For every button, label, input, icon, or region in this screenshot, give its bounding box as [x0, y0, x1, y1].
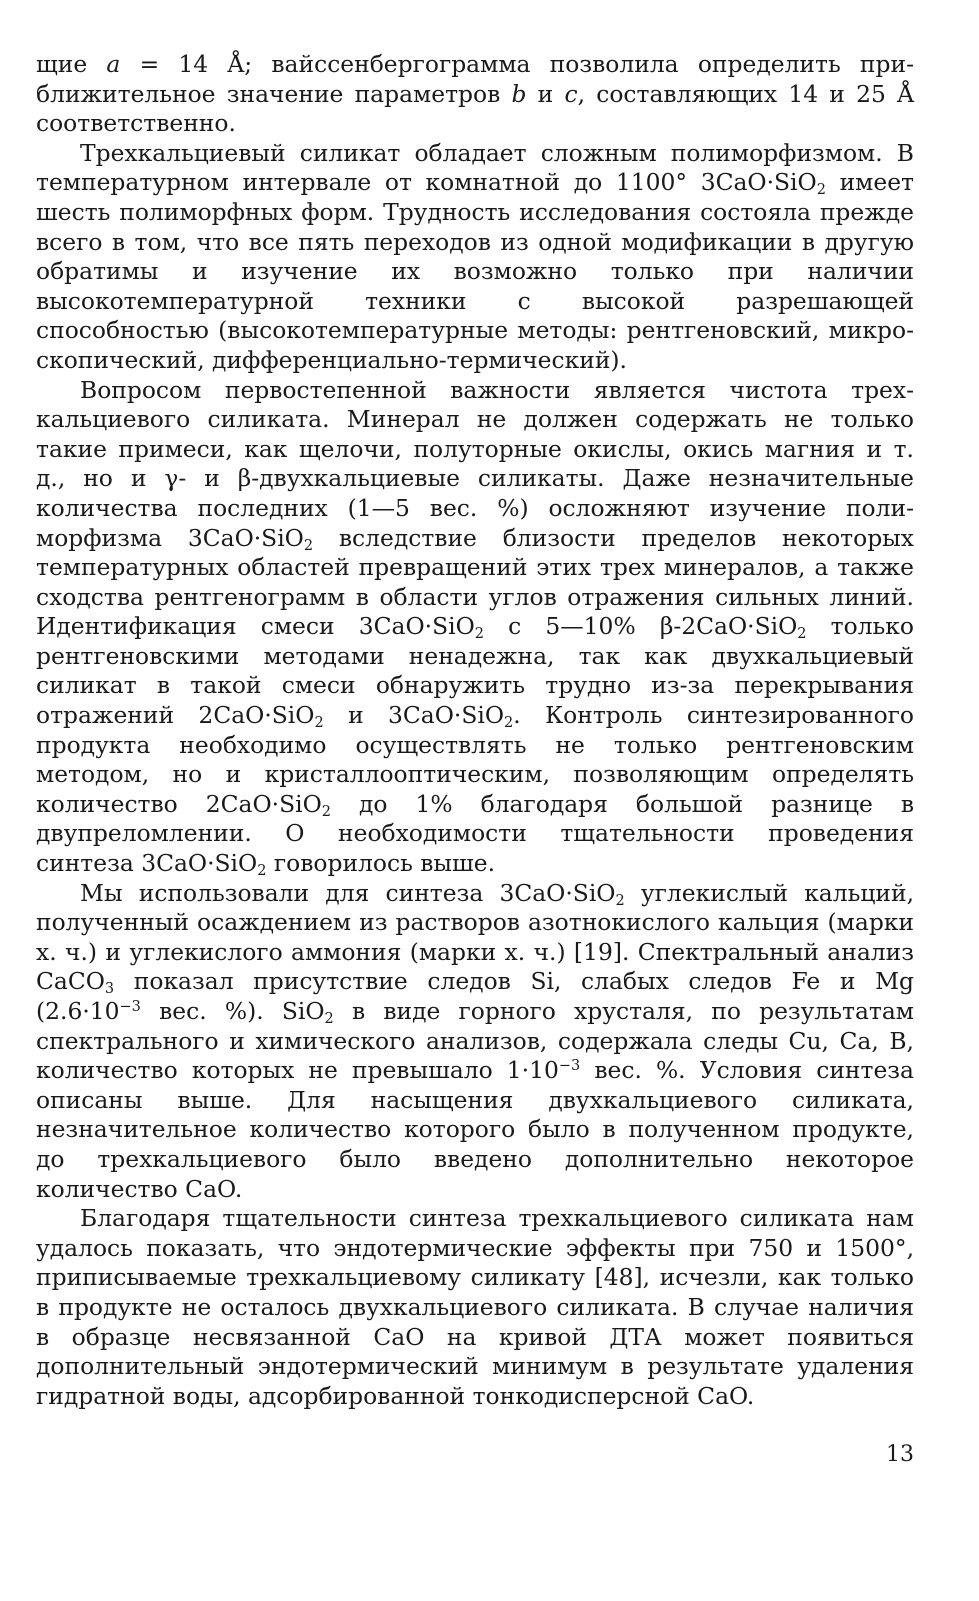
text-run: . Контроль синтезированного продукта необходимо осуществлять не только рентгеновским методом, но и кристаллооптическим, позволяющим определять количество 2CaO·SiO	[36, 701, 914, 818]
text-run: щие	[36, 50, 107, 78]
page-number: 13	[886, 1442, 914, 1467]
text-run: Вопросом первостепенной важности является чистота трехкальциевого силиката. Минерал не должен содержать не только такие примеси, как щелочи, полуторные окислы, окись магния и т. д., но и γ- и β-двухкальциевые силикаты. Даже незначительные количества последних (1—5 вес. %) осложняют изучение полиморфизма 3CaO·SiO	[36, 375, 914, 552]
subscript: 2	[504, 715, 514, 732]
superscript: −3	[558, 1058, 581, 1075]
subscript: 2	[257, 863, 267, 880]
text-run: Трехкальциевый силикат обладает сложным полиморфизмом. В температурном интервале от комнатной до 1100° 3CaO·SiO	[36, 138, 914, 197]
text-run: до 1% благодаря большой разнице в двупреломлении. О необходимости тщательности проведения синтеза 3CaO·SiO	[36, 789, 915, 878]
paragraph-5	[36, 1204, 914, 1411]
text-run: имеет шесть полиморфных форм. Трудность исследования состояла прежде всего в том, что все пять переходов из одной модификации в другую обратимы и изучение их возможно только при наличии высокотемпературной техники с высокой разрешающей способностью (высокотемпературные методы: рентгеновский, микроскопический, дифференциально-термический).	[36, 168, 914, 374]
text-run: Благодаря тщательности синтеза трехкальциевого силиката нам удалось показать, что эндотермические эффекты при 750 и 1500°, приписываемые трехкальциевому силикату [48], исчезли, как только в продукте не осталось двухкальциевого силиката. В случае наличия в образце несвязанной CaO на кривой ДТА может появиться дополнительный эндотермический минимум в результате удаления гидратной воды, адсорбированной тонкодисперсной CaO.	[36, 1204, 914, 1410]
text-run: с 5—10% β-2CaO·SiO	[484, 612, 798, 641]
subscript: 2	[797, 626, 807, 643]
subscript: 2	[474, 626, 484, 643]
paragraph-4	[36, 879, 914, 1205]
text-run: показал присутствие следов Si, слабых следов Fe и Mg (2.6·10	[36, 967, 914, 1025]
text-run: Мы использовали для синтеза 3CaO·SiO	[80, 878, 616, 907]
text-run: вес. %). SiO	[140, 997, 325, 1025]
text-run: вес. %. Условия синтеза описаны выше. Для насыщения двухкальциевого силиката, незначительное количество которого было в полученном продукте, до трехкальциевого было введено дополнительно некоторое количество CaO.	[36, 1056, 914, 1203]
text-run: и 3CaO·SiO	[323, 701, 505, 730]
text-run: и	[526, 79, 565, 108]
subscript: 2	[816, 182, 826, 199]
text-run: в виде горного хрусталя, по результатам спектрального и химического анализов, содержала следы Cu, Ca, B, количество которых не превышало 1·10	[36, 997, 914, 1085]
italic-symbol: b	[511, 79, 527, 108]
subscript: 2	[303, 537, 314, 554]
subscript: 2	[321, 803, 332, 820]
italic-symbol: c	[564, 79, 578, 108]
subscript: 2	[615, 892, 625, 909]
text-run: говорилось выше.	[266, 849, 496, 878]
paragraph-2	[36, 139, 914, 376]
superscript: −3	[119, 999, 141, 1016]
subscript: 3	[104, 981, 115, 998]
paragraph-1	[36, 50, 914, 139]
text-run: , составляющих 14 и 25 Å соответственно.	[36, 79, 914, 138]
paragraph-3	[36, 376, 914, 879]
subscript: 2	[324, 1011, 334, 1028]
page-body	[36, 50, 914, 1411]
italic-symbol: a	[106, 50, 121, 78]
subscript: 2	[314, 715, 324, 732]
text-run: только рентгеновскими методами ненадежна, так как двухкальциевый силикат в такой смеси обнаружить трудно из-за перекрывания отражений 2CaO·SiO	[36, 612, 914, 730]
text-run: углекислый кальций, полученный осаждением из растворов азотнокислого кальция (марки х. ч.) и углекислого аммония (марки х. ч.) [19]. Спектральный анализ CaCO	[36, 878, 915, 996]
text-run: вследствие близости пределов некоторых температурных областей превращений этих трех минералов, а также сходства рентгенограмм в области углов отражения сильных линий. Идентификация смеси 3CaO·SiO	[36, 523, 914, 641]
text-run: = 14 Å; вайссенбергограмма позволила определить приближительное значение параметров	[36, 50, 914, 108]
